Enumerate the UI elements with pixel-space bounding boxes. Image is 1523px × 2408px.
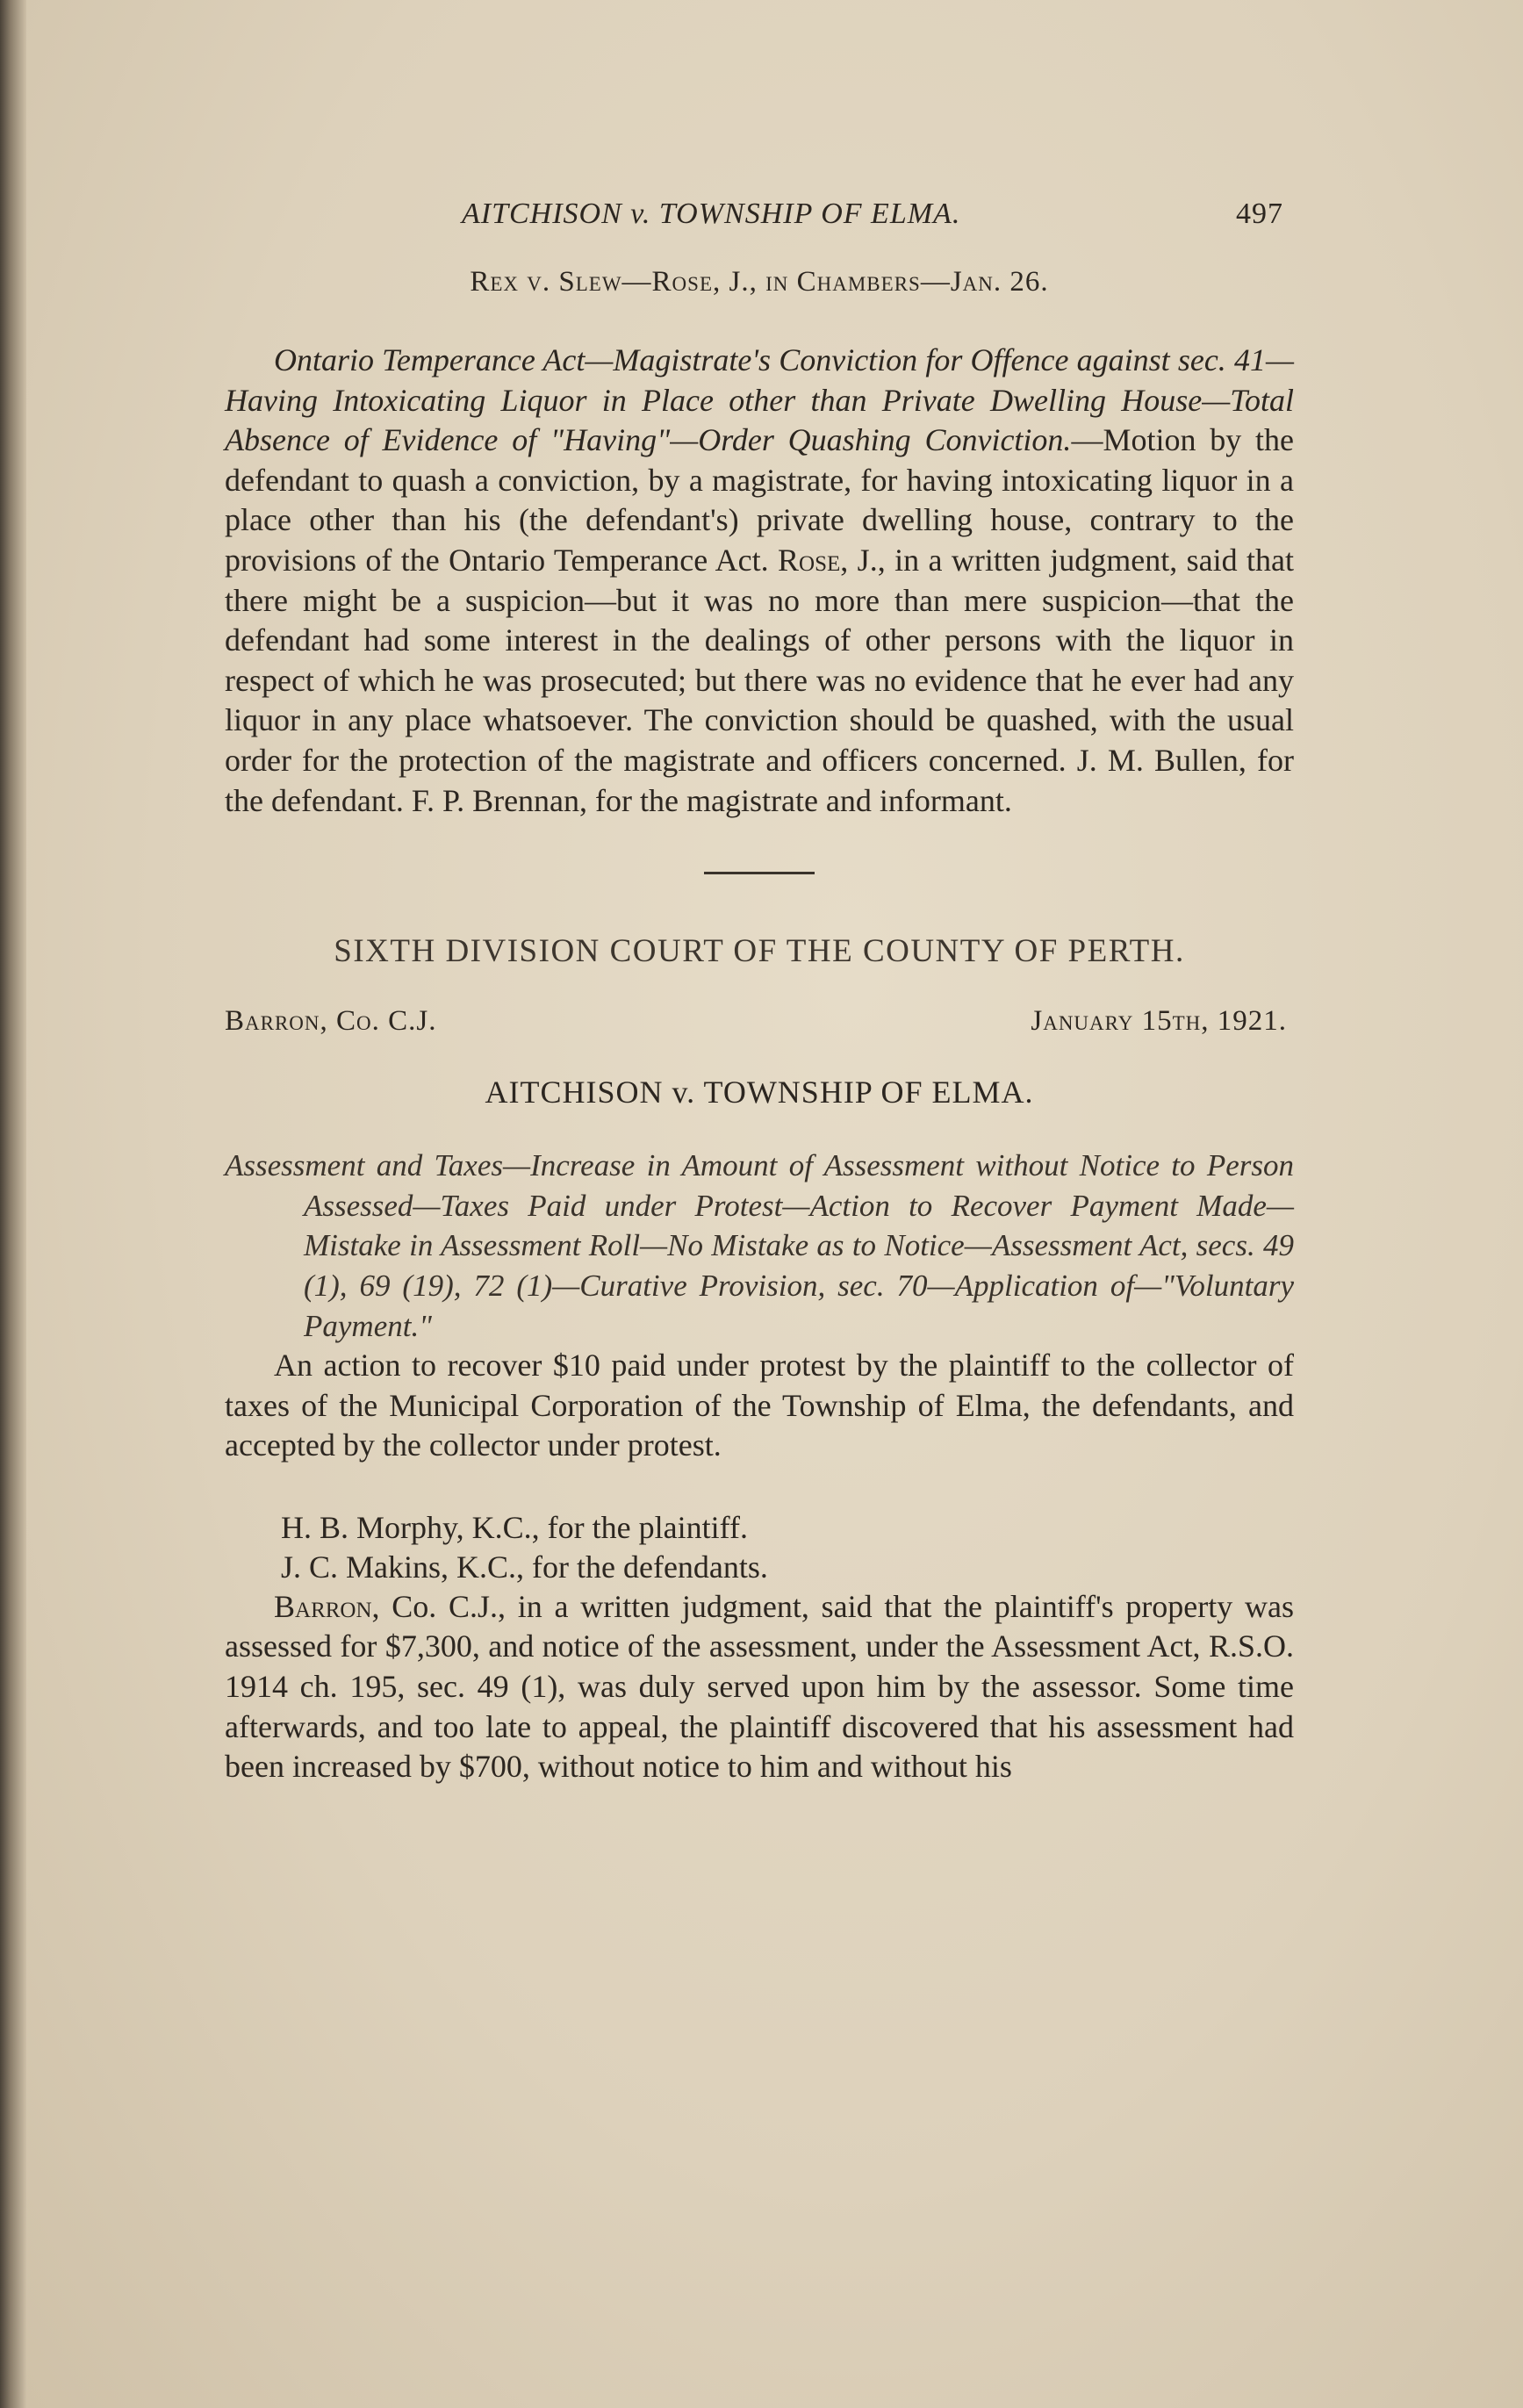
book-page (26, 0, 1523, 2408)
case-headnote: Ontario Temperance Act—Magistrate's Conviction for Offence against sec. 41—Having Intoxicating Liquor in Place other than Private Dwelling House—Total Absence of Evidence of "Having"—Order Quashing Conviction. (225, 342, 1294, 458)
court-title: SIXTH DIVISION COURT OF THE COUNTY OF PERTH. (334, 933, 1185, 970)
section-divider (704, 872, 815, 874)
case-heading: Rex v. Slew—Rose, J., in Chambers—Jan. 26. (470, 266, 1049, 298)
page-content (225, 180, 1294, 1787)
case-body-start: —Motion by the defendant to quash a conviction, by a magistrate, for having intoxicating liquor in a place other than his (the defendant's) private dwelling house, contrary to the provisions of the Ontario Temperance Act. (225, 422, 1295, 578)
counsel-defendants: J. C. Makins, K.C., for the defendants. (281, 1549, 768, 1585)
case-body-rest: , in a written judgment, said that there might be a suspicion—but it was no more than mere suspicion—that the defendant had some interest in the dealings of other persons with the liquor in respect of which he was prosecuted; but there was no evidence that he ever had any liquor in any place whatsoever. The conviction should be quashed, with the usual order for the protection of the magistrate and officers concerned. J. M. Bullen, for the defendant. F. P. Brennan, for the magistrate and informant. (225, 542, 1294, 818)
running-head (225, 180, 1294, 250)
judgment-text: , Co. C.J., in a written judgment, said that the plaintiff's property was assessed for $7,300, and notice of the assessment, under the Assessment Act, R.S.O. 1914 ch. 195, sec. 49 (1), was duly served upon him by the assessor. Some time afterwards, and too late to appeal, the plaintiff discovered that his assessment had been increased by $700, without notice to him and without his (225, 1588, 1294, 1785)
counsel-plaintiff: H. B. Morphy, K.C., for the plaintiff. (281, 1509, 748, 1545)
action-intro-paragraph: An action to recover $10 paid under protest by the plaintiff to the collector of taxes of the Municipal Corporation of the Township of Elma, the defendants, and accepted by the collector under protest. (225, 1348, 1294, 1463)
judge-date-line (225, 1005, 1294, 1047)
book-gutter (0, 0, 26, 2408)
case-title: AITCHISON v. TOWNSHIP OF ELMA. (485, 1075, 1034, 1111)
judge-name: Barron, Co. C.J. (225, 1005, 437, 1038)
judgment-paragraph (225, 1587, 1294, 1787)
judge-reference: Rose, J. (778, 542, 878, 578)
counsel-list (225, 1508, 1294, 1587)
case-report-paragraph (225, 341, 1294, 821)
page-number: 497 (1236, 198, 1283, 230)
case-headnote-2: Assessment and Taxes—Increase in Amount of Assessment without Notice to Person Assessed—Taxes Paid under Protest—Action to Recover Payment Made—Mistake in Assessment Roll—No Mistake as to Notice—Assessment Act, secs. 49 (1), 69 (19), 72 (1)—Curative Provision, sec. 70—Application of—"Voluntary Payment." (225, 1148, 1294, 1343)
judgment-date: January 15th, 1921. (1031, 1005, 1287, 1038)
running-head-title: AITCHISON v. TOWNSHIP OF ELMA. (462, 198, 961, 230)
judgment-judge: Barron (274, 1588, 372, 1624)
